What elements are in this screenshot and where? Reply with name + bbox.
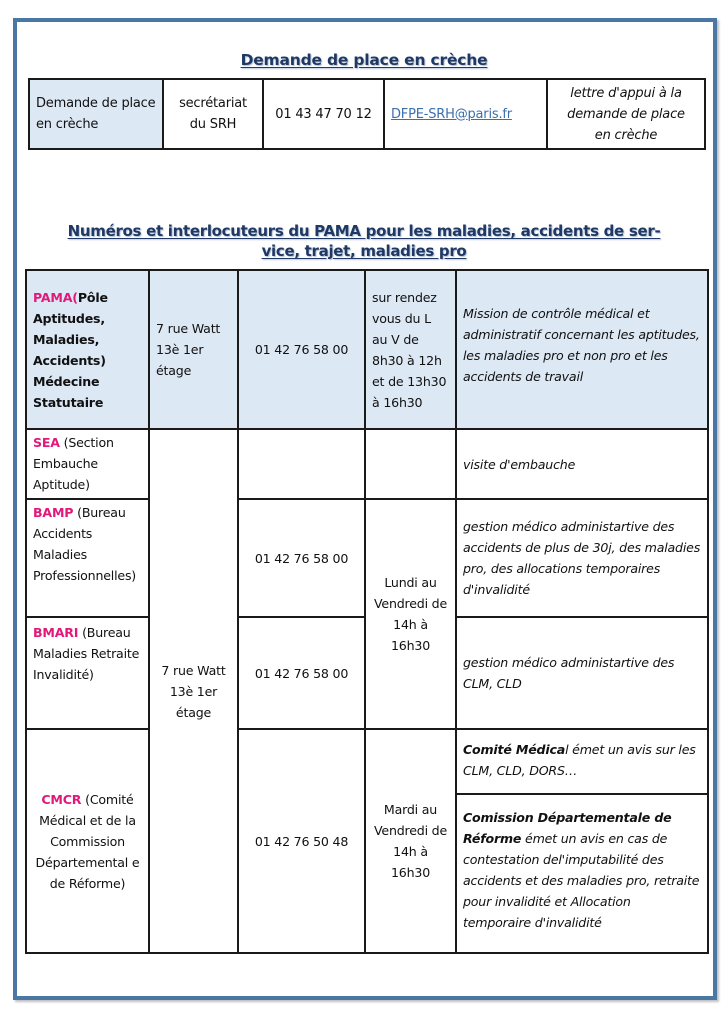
bmari-phone-cell — [239, 618, 366, 730]
pama-name: Pôle Aptitudes, Maladies, Accidents) Médecine Statutaire — [33, 290, 108, 410]
cmcr-mission2-bold: Comission Départementale de Réforme — [463, 810, 672, 846]
crèche-phone-cell — [264, 80, 385, 148]
cmcr-phone: 01 42 76 50 48 — [254, 833, 349, 849]
bmari-name-cell — [27, 618, 150, 730]
pama-address-cell — [150, 271, 239, 430]
bmari-name: (Bureau Maladies Retraite Invalidité) — [33, 625, 140, 682]
shared-address: 7 rue Watt 13è 1er étage — [161, 662, 226, 720]
bamp-phone: 01 42 76 58 00 — [254, 550, 349, 566]
bamp-mission: gestion médico administartive des accidents de plus de 30j, des maladies pro, des allocations temporaires d'invalidité — [463, 519, 701, 597]
pama-mission-cell — [457, 271, 707, 430]
bamp-name: (Bureau Accidents Maladies Professionnelles) — [33, 505, 137, 583]
bmari-acronym: BMARI — [33, 625, 79, 640]
cmcr-name-cell — [27, 730, 150, 952]
sea-name: (Section Embauche Aptitude) — [33, 435, 114, 492]
cmcr-mission2-cell — [457, 795, 707, 952]
shared-address-cell — [150, 430, 239, 952]
sea-name-cell — [27, 430, 150, 500]
pama-name-cell — [27, 271, 150, 430]
cmcr-phone-cell — [239, 730, 366, 952]
crèche-label: Demande de place en crèche — [36, 96, 156, 132]
sea-mission: visite d'embauche — [463, 456, 576, 472]
pama-phone: 01 42 76 58 00 — [254, 342, 349, 357]
cmcr-mission2-rest: émet un avis en cas de contestation del'imputabilité des accidents et des maladies pro, retraite pour invalidité et Allocation temporaire d'invalidité — [463, 831, 700, 930]
cmcr-mission1-rest: l émet un avis sur les CLM, CLD, DORS… — [463, 742, 696, 778]
cmcr-acronym: CMCR — [41, 791, 82, 807]
sea-phone-cell — [239, 430, 366, 500]
crèche-note-cell — [548, 80, 704, 148]
pama-acronym: PAMA( — [33, 290, 78, 305]
cmcr-mission1-cell — [457, 730, 707, 795]
pama-phone-cell — [239, 271, 366, 430]
pama-section-title — [0, 221, 728, 261]
crèche-section-title: Demande de place en crèche — [240, 51, 488, 69]
cmcr-mission1-bold: Comité Médica — [463, 742, 566, 757]
pama-title-line1: Numéros et interlocuteurs du PAMA pour les maladies, accidents de ser- — [67, 222, 661, 240]
bmari-mission: gestion médico administartive des CLM, CLD — [463, 655, 675, 691]
bmari-mission-cell — [457, 618, 707, 730]
pama-address: 7 rue Watt 13è 1er étage — [156, 321, 221, 378]
cmcr-hours-cell — [366, 730, 457, 952]
bamp-phone-cell — [239, 500, 366, 618]
pama-hours-cell — [366, 271, 457, 430]
crèche-email-link[interactable]: DFPE-SRH@paris.fr — [391, 106, 512, 122]
sea-hours-cell — [366, 430, 457, 500]
crèche-label-cell — [30, 80, 164, 148]
crèche-email-cell — [385, 80, 548, 148]
pama-hours: sur rendez vous du L au V de 8h30 à 12h et de 13h30 à 16h30 — [372, 289, 447, 410]
pama-mission: Mission de contrôle médical et administratif concernant les aptitudes, les maladies pro et non pro et les accidents de travail — [463, 305, 700, 384]
cmcr-name: (Comité Médical et de la Commission Départemental e de Réforme) — [35, 791, 140, 891]
pama-table — [25, 269, 709, 954]
crèche-service: secrétariat du SRH — [179, 96, 247, 132]
cmcr-hours: Mardi au Vendredi de 14h à 16h30 — [373, 802, 448, 880]
crèche-note: lettre d'appui à la demande de place en crèche — [567, 85, 685, 143]
crèche-table — [28, 78, 706, 150]
bmari-phone: 01 42 76 58 00 — [254, 665, 349, 681]
crèche-phone: 01 43 47 70 12 — [275, 106, 372, 122]
crèche-service-cell — [164, 80, 264, 148]
sea-acronym: SEA — [33, 435, 60, 450]
bamp-name-cell — [27, 500, 150, 618]
bamp-bmari-hours-cell — [366, 500, 457, 730]
bamp-bmari-hours: Lundi au Vendredi de 14h à 16h30 — [373, 575, 448, 653]
bamp-acronym: BAMP — [33, 505, 74, 520]
sea-mission-cell — [457, 430, 707, 500]
pama-title-line2: vice, trajet, maladies pro — [261, 242, 467, 260]
bamp-mission-cell — [457, 500, 707, 618]
